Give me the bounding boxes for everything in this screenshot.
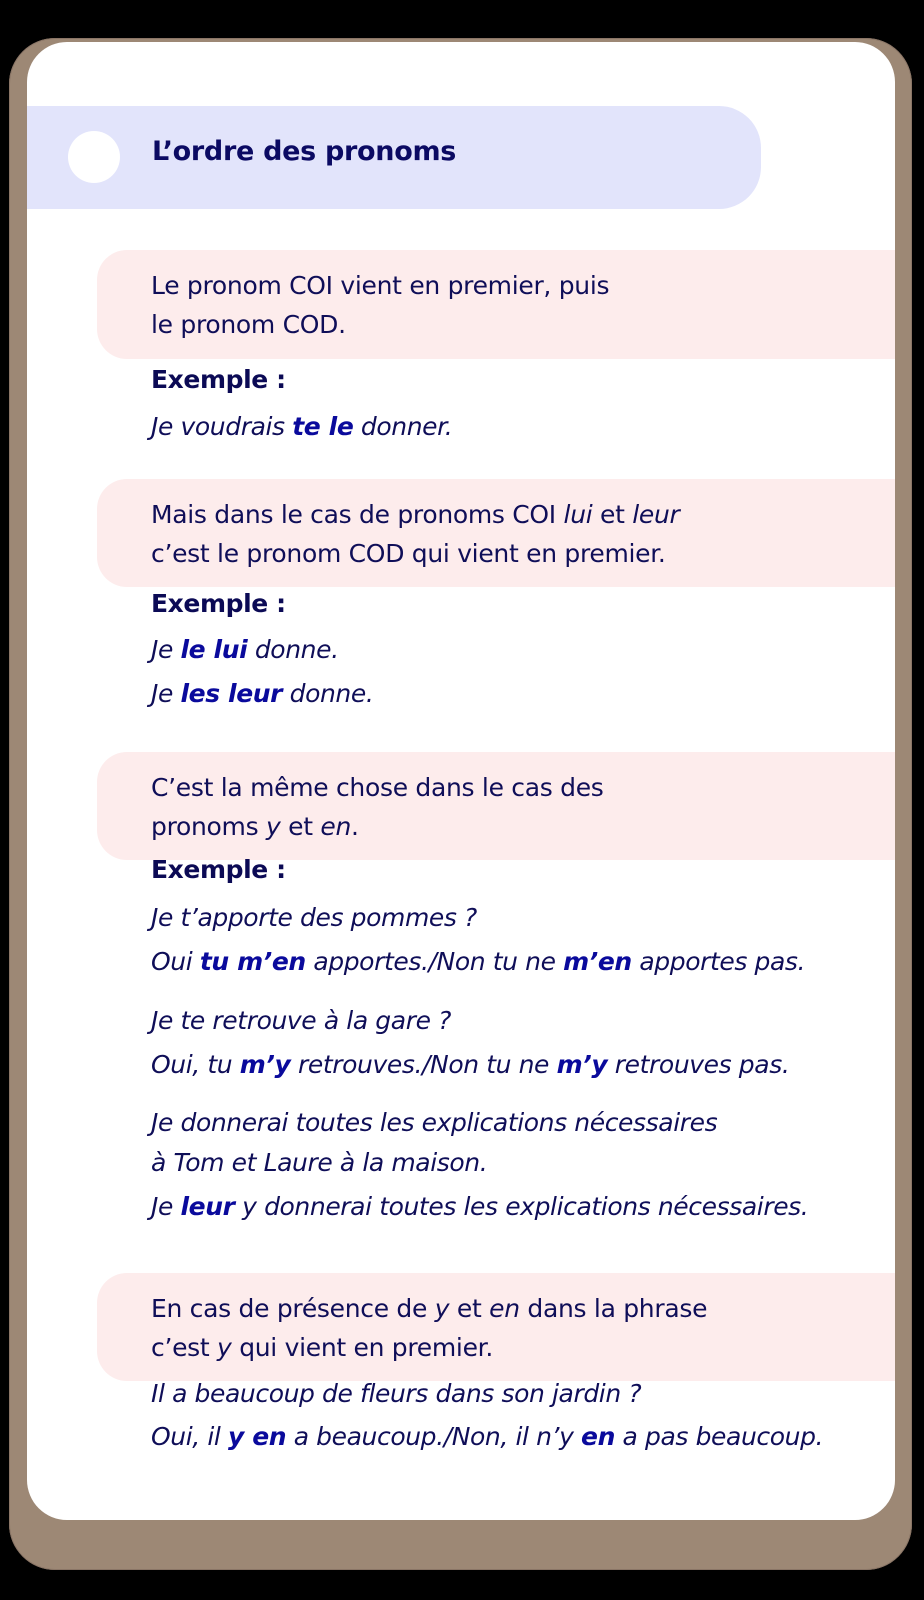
rule-line: C’est la même chose dans le cas des bbox=[151, 773, 604, 802]
example-sentence: Je voudrais te le donner. bbox=[151, 412, 453, 441]
rule-line: Le pronom COI vient en premier, puis bbox=[151, 271, 610, 300]
page-title: L’ordre des pronoms bbox=[152, 136, 457, 167]
example-label: Exemple : bbox=[151, 365, 286, 394]
example-sentence: Oui, tu m’y retrouves./Non tu ne m’y retrouves pas. bbox=[151, 1050, 790, 1079]
rule-box-2 bbox=[97, 479, 895, 587]
example-sentence: Je t’apporte des pommes ? bbox=[151, 903, 477, 932]
example-sentence: Oui, il y en a beaucoup./Non, il n’y en a pas beaucoup. bbox=[151, 1422, 824, 1451]
highlighted-pronoun: les leur bbox=[180, 679, 283, 708]
rule-text-1 bbox=[151, 266, 609, 344]
example-sentence: à Tom et Laure à la maison. bbox=[151, 1148, 488, 1177]
rule-text-4 bbox=[151, 1289, 707, 1367]
highlighted-pronoun: leur bbox=[180, 1192, 235, 1221]
highlighted-pronoun: le lui bbox=[180, 635, 248, 664]
rule-text-3 bbox=[151, 768, 604, 846]
circle-bullet-icon bbox=[68, 131, 120, 183]
rule-box-1 bbox=[97, 250, 895, 359]
highlighted-pronoun: m’y bbox=[239, 1050, 291, 1079]
example-sentence: Je leur y donnerai toutes les explications nécessaires. bbox=[151, 1192, 809, 1221]
rule-line: le pronom COD. bbox=[151, 310, 346, 339]
highlighted-pronoun: te le bbox=[292, 412, 354, 441]
example-sentence: Je le lui donne. bbox=[151, 635, 339, 664]
highlighted-pronoun: m’y bbox=[556, 1050, 608, 1079]
highlighted-pronoun: m’en bbox=[563, 947, 632, 976]
rule-line: c’est y qui vient en premier. bbox=[151, 1333, 493, 1362]
example-sentence: Je te retrouve à la gare ? bbox=[151, 1006, 451, 1035]
example-sentence: Je donnerai toutes les explications nécessaires bbox=[151, 1108, 718, 1137]
example-label: Exemple : bbox=[151, 589, 286, 618]
example-sentence: Je les leur donne. bbox=[151, 679, 374, 708]
highlighted-pronoun: en bbox=[581, 1422, 615, 1451]
rule-text-2 bbox=[151, 495, 680, 573]
section-header bbox=[27, 106, 761, 209]
rule-box-3 bbox=[97, 752, 895, 860]
rule-line: c’est le pronom COD qui vient en premier. bbox=[151, 539, 666, 568]
example-sentence: Oui tu m’en apportes./Non tu ne m’en apportes pas. bbox=[151, 947, 806, 976]
highlighted-pronoun: tu m’en bbox=[199, 947, 306, 976]
rule-line: pronoms y et en. bbox=[151, 812, 359, 841]
rule-line: En cas de présence de y et en dans la phrase bbox=[151, 1294, 708, 1323]
example-label: Exemple : bbox=[151, 855, 286, 884]
rule-box-4 bbox=[97, 1273, 895, 1381]
rule-line: Mais dans le cas de pronoms COI lui et leur bbox=[151, 500, 680, 529]
example-sentence: Il a beaucoup de fleurs dans son jardin ? bbox=[151, 1379, 642, 1408]
lesson-card bbox=[27, 42, 895, 1520]
highlighted-pronoun: y en bbox=[228, 1422, 287, 1451]
